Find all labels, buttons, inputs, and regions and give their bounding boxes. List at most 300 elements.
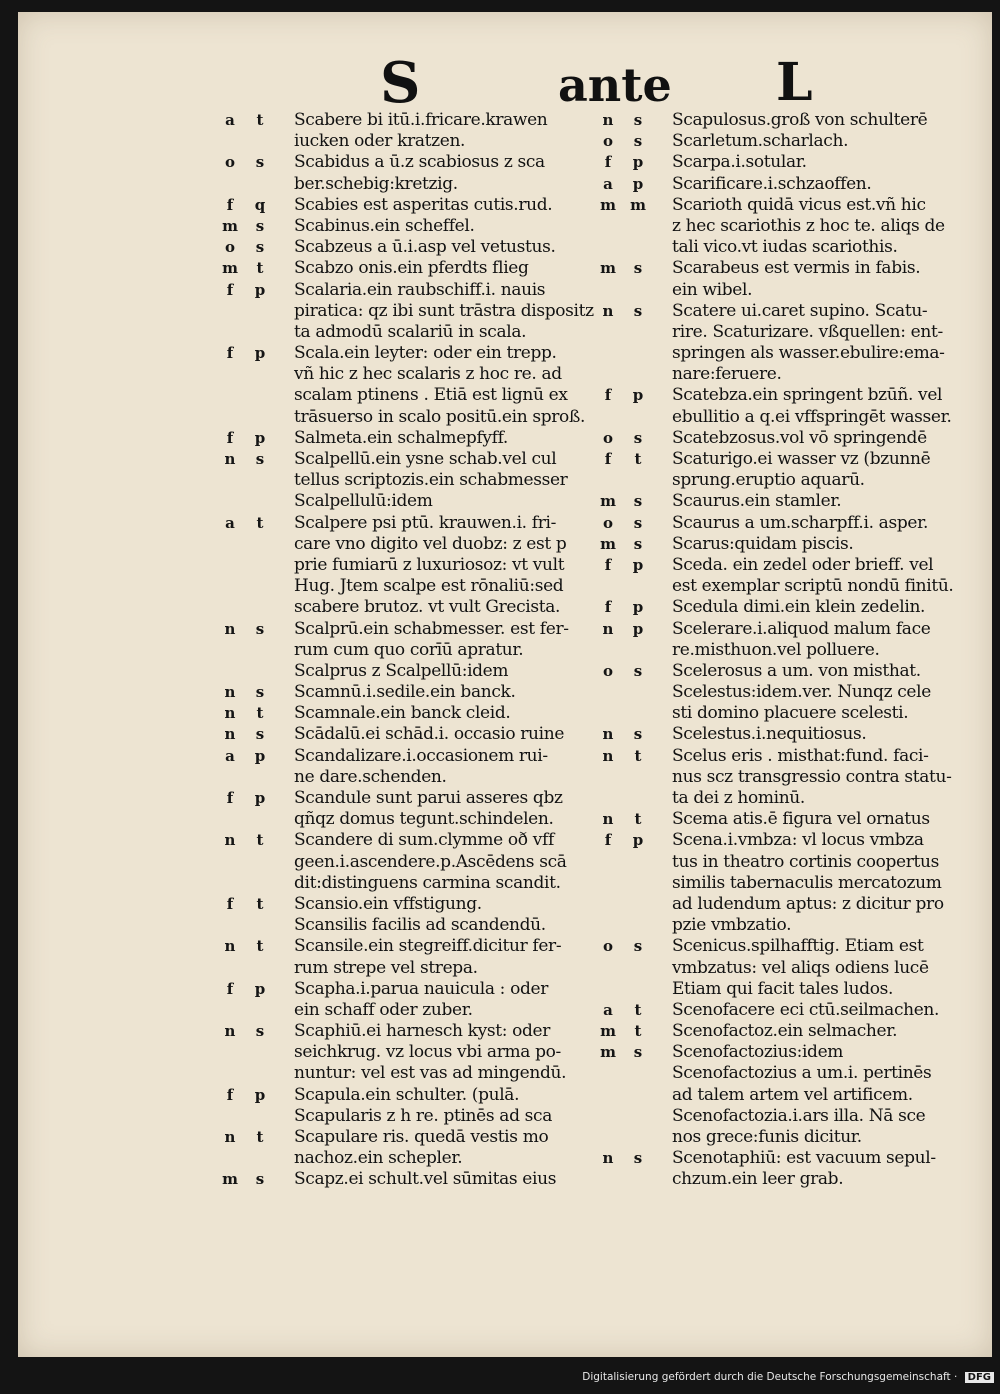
entry-line (604, 554, 993, 576)
entry-line (224, 449, 615, 470)
entry-line (225, 110, 615, 131)
entry-line (600, 194, 993, 216)
entry-line (608, 470, 993, 491)
entry-line (608, 216, 993, 237)
type-marker: s (633, 725, 643, 744)
footer-text: Digitalisierung gefördert durch die Deutsche Forschungsgemeinschaft (582, 1371, 951, 1383)
entry-text: Scansile.ein stegreiff.dicitur fer- (294, 936, 562, 957)
entry-text: Scelestus.i.nequitiosus. (672, 724, 867, 745)
entry-text: ne dare.schenden. (294, 766, 447, 787)
entry-text: Scalprus z Scalpellū:idem (294, 660, 509, 681)
entry-line (224, 1021, 615, 1042)
digitization-footer (0, 1371, 994, 1383)
gender-marker: n (224, 1022, 236, 1041)
entry-text: Scema atis.ē figura vel ornatus (672, 809, 930, 830)
entry-line (608, 407, 993, 428)
gender-marker: m (600, 1043, 616, 1062)
entry-line (222, 258, 615, 279)
gender-marker: a (603, 1000, 613, 1019)
gender-marker: m (222, 216, 238, 235)
gender-marker: f (604, 450, 612, 468)
entry-text: Scapula.ein schulter. (pulā. (294, 1084, 520, 1105)
entry-line (608, 364, 993, 385)
entry-text: Scansilis facilis ad scandendū. (294, 915, 546, 936)
type-marker: s (633, 132, 643, 151)
entry-line (602, 936, 993, 957)
gender-marker: f (226, 789, 234, 807)
entry-text: nachoz.ein schepler. (294, 1148, 463, 1169)
entry-line (226, 893, 615, 915)
entry-line (230, 322, 615, 343)
type-marker: s (255, 238, 265, 257)
entry-text: nus scz transgressio contra statu- (672, 766, 952, 787)
entry-text: Scalaria.ein raubschiff.i. nauis (294, 279, 546, 300)
type-marker: p (632, 174, 644, 193)
entry-text: Scenofacere eci ctū.seilmachen. (672, 999, 940, 1020)
gender-marker: n (602, 1149, 614, 1168)
gender-marker: n (602, 301, 614, 320)
type-marker: t (634, 746, 642, 765)
entry-line (608, 1169, 993, 1190)
gender-marker: n (602, 725, 614, 744)
gender-marker: o (602, 428, 613, 447)
entry-line (600, 533, 993, 555)
entry-line (602, 512, 993, 534)
type-marker: s (633, 534, 643, 553)
type-marker: s (633, 428, 643, 447)
entry-text: rum cum quo corīū apratur. (294, 639, 524, 660)
entry-text: Scansio.ein vffstigung. (294, 893, 482, 914)
type-marker: p (254, 979, 266, 998)
entry-line (608, 873, 993, 894)
type-marker: s (255, 216, 265, 235)
entry-line (608, 280, 993, 301)
gender-marker: f (226, 894, 234, 913)
entry-line (222, 1169, 615, 1190)
gender-marker: n (602, 619, 614, 638)
type-marker: t (256, 937, 264, 956)
gender-marker: a (225, 746, 235, 765)
entry-line (226, 1084, 615, 1106)
entry-line (225, 745, 615, 767)
entry-line (608, 1063, 993, 1084)
entry-text: Scena.i.vmbza: vl locus vmbza (672, 830, 924, 851)
gender-marker: n (224, 1128, 236, 1146)
entry-text: ad talem artem vel artificem. (672, 1084, 913, 1105)
dfg-logo: DFG (965, 1372, 994, 1383)
entry-text: similis tabernaculis mercatozum (672, 872, 942, 893)
type-marker: p (254, 280, 266, 299)
entry-line (608, 979, 993, 1000)
entry-text: Scalpellū.ein ysne schab.vel cul (294, 449, 557, 469)
gender-marker: n (602, 810, 614, 829)
type-marker: p (632, 555, 644, 574)
entry-line (230, 1063, 615, 1084)
gender-marker: f (226, 195, 234, 214)
entry-text: rum strepe vel strepa. (294, 957, 478, 978)
entry-text: Scabidus a ū.z scabiosus z sca (294, 152, 545, 173)
gender-marker: o (602, 513, 613, 532)
entry-line (602, 131, 993, 152)
entry-line (224, 1127, 615, 1148)
entry-text: Scenofactozia.i.ars illa. Nā sce (672, 1105, 926, 1126)
type-marker: p (254, 789, 266, 807)
entry-line (230, 1106, 615, 1127)
entry-text: tus in theatro cortinis coopertus (672, 851, 939, 872)
gender-marker: o (602, 661, 613, 680)
entry-text: seichkrug. vz locus vbi arma po- (294, 1042, 561, 1063)
type-marker: p (254, 746, 266, 765)
entry-line (604, 385, 993, 406)
entry-line (608, 1106, 993, 1127)
entry-line (608, 852, 993, 873)
entry-line (226, 788, 615, 809)
type-marker: s (633, 492, 643, 511)
entry-line (608, 576, 993, 597)
type-marker: t (634, 1022, 642, 1041)
entry-text: rire. Scaturizare. vßquellen: ent- (672, 321, 943, 342)
entry-text: Scabzo onis.ein pferdts flieg (294, 258, 529, 279)
gender-marker: a (603, 174, 613, 193)
entry-line (602, 1148, 993, 1169)
type-marker: t (634, 450, 642, 468)
entry-line (603, 999, 993, 1021)
entry-text: Scabere bi itū.i.fricare.krawen (294, 110, 548, 130)
entry-line (224, 830, 615, 851)
entry-text: iucken oder kratzen. (294, 131, 466, 152)
entry-line (224, 936, 615, 957)
type-marker: t (256, 704, 264, 723)
entry-line (226, 194, 615, 216)
footer-separator: · (950, 1371, 961, 1383)
entry-text: Scelerosus a um. von misthat. (672, 660, 921, 681)
entry-line (600, 491, 993, 512)
type-marker: p (254, 344, 266, 363)
entry-text: Scaurus.ein stamler. (672, 491, 842, 512)
entry-text: Scarpa.i.sotular. (672, 152, 807, 173)
running-head-signature: L (776, 52, 813, 113)
entry-line (226, 427, 615, 449)
entry-line (224, 237, 615, 258)
entry-line (230, 767, 615, 788)
entry-text: Scarletum.scharlach. (672, 131, 849, 152)
entry-text: Scamnale.ein banck cleid. (294, 703, 511, 724)
type-marker: s (255, 153, 265, 172)
entry-text: ber.schebig:kretzig. (294, 173, 458, 194)
entry-line (608, 237, 993, 258)
entry-text: re.misthuon.vel polluere. (672, 639, 880, 660)
entry-text: Scaphiū.ei harnesch kyst: oder (294, 1021, 551, 1042)
entry-text: chzum.ein leer grab. (672, 1169, 844, 1190)
entry-text: tali vico.vt iudas scariothis. (672, 237, 898, 258)
entry-line (230, 301, 615, 322)
entry-text: ad ludendum aptus: z dicitur pro (672, 893, 944, 914)
entry-text: Scaurus a um.scharpff.i. asper. (672, 512, 929, 533)
entry-text: ebullitio a q.ei vffspringēt wasser. (672, 406, 952, 427)
entry-line (604, 597, 993, 618)
type-marker: m (630, 195, 646, 214)
gender-marker: m (600, 259, 616, 278)
entry-line (602, 745, 993, 767)
entry-text: scabere brutoz. vt vult Grecista. (294, 597, 561, 618)
type-marker: s (255, 683, 265, 702)
entry-line (602, 110, 993, 131)
entry-text: Scelus eris . misthat:fund. faci- (672, 745, 929, 766)
entry-line (602, 724, 993, 745)
entry-text: Etiam qui facit tales ludos. (672, 978, 894, 999)
entry-line (608, 958, 993, 979)
gender-marker: m (600, 534, 616, 553)
entry-text: qñqz domus tegunt.schindelen. (294, 809, 554, 830)
gender-marker: f (604, 153, 612, 172)
type-marker: p (632, 619, 644, 638)
gender-marker: f (226, 1085, 234, 1104)
type-marker: s (633, 513, 643, 532)
type-marker: p (632, 831, 644, 850)
type-marker: s (633, 1043, 643, 1062)
type-marker: s (633, 937, 643, 956)
entry-line (230, 1000, 615, 1021)
entry-line (608, 640, 993, 661)
gender-marker: m (600, 195, 616, 214)
entry-line (608, 682, 993, 703)
gender-marker: m (222, 259, 238, 278)
entry-line (224, 682, 615, 703)
entry-text: Scatebzosus.vol vō springendē (672, 427, 927, 448)
book-page (18, 12, 992, 1357)
gender-marker: n (224, 704, 236, 723)
entry-line (608, 1085, 993, 1106)
entry-line (602, 809, 993, 830)
entry-text: Scelerare.i.aliquod malum face (672, 618, 931, 639)
entry-line (602, 300, 993, 322)
gender-marker: f (604, 598, 612, 617)
type-marker: s (255, 1022, 265, 1041)
type-marker: s (255, 619, 265, 638)
entry-text: Scedula dimi.ein klein zedelin. (672, 597, 926, 618)
entry-line (224, 152, 615, 173)
type-marker: p (632, 153, 644, 172)
entry-text: prie fumiarū z luxuriosoz: vt vult (294, 554, 565, 575)
entry-text: Scalprū.ein schabmesser. est fer- (294, 618, 569, 639)
left-column (222, 110, 615, 1191)
gender-marker: n (224, 683, 236, 702)
entry-line (230, 597, 615, 618)
entry-text: geen.i.ascendere.p.Ascēdens scā (294, 851, 567, 872)
entry-text: sti domino placuere scelesti. (672, 703, 909, 724)
entry-text: Scalpere psi ptū. krauwen.i. fri- (294, 512, 556, 533)
gender-marker: n (224, 619, 236, 638)
entry-line (224, 724, 615, 745)
entry-text: pzie vmbzatio. (672, 915, 792, 936)
entry-text: Scapha.i.parua nauicula : oder (294, 978, 548, 999)
entry-text: Scabinus.ein scheffel. (294, 215, 475, 236)
entry-line (604, 830, 993, 851)
entry-line (230, 385, 615, 406)
gender-marker: o (602, 132, 613, 151)
type-marker: t (256, 111, 264, 129)
entry-text: Scenofactozius a um.i. pertinēs (672, 1063, 932, 1084)
entry-text: nos grece:funis dicitur. (672, 1127, 862, 1147)
gender-marker: n (224, 725, 236, 744)
gender-marker: a (225, 513, 235, 532)
entry-text: Scenofactozius:idem (672, 1042, 844, 1063)
entry-line (230, 640, 615, 661)
entry-text: trāsuerso in scalo positū.ein sproß. (294, 406, 586, 427)
entry-text: Scabzeus a ū.i.asp vel vetustus. (294, 237, 556, 258)
type-marker: t (256, 831, 264, 850)
type-marker: t (256, 894, 264, 913)
entry-line (230, 470, 615, 491)
entry-line (230, 809, 615, 830)
type-marker: t (634, 1000, 642, 1019)
entry-text: ein wibel. (672, 279, 753, 300)
type-marker: s (255, 1170, 265, 1189)
gender-marker: o (224, 238, 235, 257)
gender-marker: n (224, 831, 236, 850)
gender-marker: n (224, 937, 236, 956)
type-marker: t (256, 259, 264, 278)
entry-line (230, 873, 615, 894)
entry-text: Scenicus.spilhafftig. Etiam est (672, 936, 924, 957)
entry-text: Scaturigo.ei wasser vz (bzunnē (672, 449, 931, 469)
entry-line (602, 427, 993, 449)
entry-line (230, 852, 615, 873)
entry-line (608, 1127, 993, 1148)
entry-text: vñ hic z hec scalaris z hoc re. ad (294, 364, 562, 385)
gender-marker: n (224, 450, 236, 468)
entry-line (224, 618, 615, 640)
entry-text: tellus scriptozis.ein schabmesser (294, 470, 568, 491)
entry-text: Salmeta.ein schalmepfyff. (294, 427, 508, 448)
entry-line (230, 364, 615, 385)
type-marker: t (256, 513, 264, 532)
type-marker: p (254, 1085, 266, 1104)
type-marker: s (633, 111, 643, 129)
entry-text: Scabies est asperitas cutis.rud. (294, 194, 553, 215)
entry-text: Scala.ein leyter: oder ein trepp. (294, 343, 557, 364)
entry-text: ta dei z hominū. (672, 788, 805, 808)
entry-line (230, 491, 615, 512)
gender-marker: f (226, 979, 234, 998)
entry-text: nuntur: vel est vas ad mingendū. (294, 1063, 567, 1084)
entry-line (604, 152, 993, 173)
entry-line (600, 258, 993, 279)
gender-marker: m (600, 1022, 616, 1041)
entry-line (230, 661, 615, 682)
gender-marker: f (226, 344, 234, 363)
entry-text: Scamnū.i.sedile.ein banck. (294, 682, 516, 703)
entry-text: Scenotaphiū: est vacuum sepul- (672, 1148, 936, 1169)
entry-line (600, 1021, 993, 1042)
entry-text: z hec scariothis z hoc te. aliqs de (672, 215, 945, 236)
gender-marker: f (226, 280, 234, 299)
entry-line (608, 767, 993, 788)
entry-text: piratica: qz ibi sunt trāstra dispositz (294, 300, 594, 321)
entry-text: Scalpellulū:idem (294, 491, 433, 512)
entry-text: Hug. Jtem scalpe est rōnaliū:sed (294, 576, 564, 597)
entry-line (226, 343, 615, 364)
entry-line (222, 215, 615, 237)
entry-text: sprung.eruptio aquarū. (672, 470, 865, 491)
entry-text: Scapz.ei schult.vel sūmitas eius (294, 1169, 557, 1190)
entry-text: Scatebza.ein springent bzūñ. vel (672, 385, 943, 406)
entry-text: Scenofactoz.ein selmacher. (672, 1021, 898, 1042)
entry-text: Scarabeus est vermis in fabis. (672, 258, 921, 279)
type-marker: t (634, 810, 642, 829)
type-marker: t (256, 1128, 264, 1146)
running-head-letter: S (380, 50, 421, 116)
type-marker: s (633, 1149, 643, 1168)
gender-marker: o (602, 937, 613, 956)
entry-line (226, 978, 615, 1000)
entry-line (608, 788, 993, 809)
entry-line (224, 703, 615, 724)
type-marker: s (255, 725, 265, 744)
type-marker: p (632, 386, 644, 405)
type-marker: s (633, 259, 643, 278)
type-marker: s (255, 450, 265, 468)
entry-text: Scādalū.ei schād.i. occasio ruine (294, 724, 565, 745)
entry-line (226, 279, 615, 301)
entry-line (608, 894, 993, 915)
entry-line (230, 407, 615, 428)
entry-text: ta admodū scalariū in scala. (294, 321, 527, 342)
entry-text: Scapulosus.groß von schulterē (672, 110, 928, 130)
entry-line (230, 534, 615, 555)
entry-text: Scapularis z h re. ptinēs ad sca (294, 1105, 552, 1126)
entry-text: Scandere di sum.clymme oð vff (294, 830, 554, 851)
entry-text: dit:distinguens carmina scandit. (294, 872, 561, 893)
entry-line (230, 174, 615, 195)
entry-text: ein schaff oder zuber. (294, 999, 473, 1020)
entry-line (604, 449, 993, 470)
type-marker: s (633, 301, 643, 320)
type-marker: s (633, 661, 643, 680)
gender-marker: m (600, 492, 616, 511)
gender-marker: o (224, 153, 235, 172)
entry-line (608, 703, 993, 724)
entry-line (230, 958, 615, 979)
type-marker: p (254, 428, 266, 447)
entry-text: Scelestus:idem.ver. Nunqz cele (672, 682, 931, 703)
entry-line (602, 618, 993, 640)
entry-text: Scatere ui.caret supino. Scatu- (672, 300, 928, 321)
type-marker: q (254, 195, 266, 214)
entry-line (603, 173, 993, 195)
gender-marker: n (602, 111, 614, 129)
gender-marker: n (602, 746, 614, 765)
entry-line (230, 1042, 615, 1063)
gender-marker: f (226, 428, 234, 447)
gender-marker: a (225, 111, 235, 129)
entry-line (602, 660, 993, 682)
entry-text: est exemplar scriptū nondū finitū. (672, 576, 954, 597)
running-head-word: ante (558, 58, 672, 112)
entry-text: Scapulare ris. quedā vestis mo (294, 1127, 549, 1147)
entry-line (230, 1148, 615, 1169)
entry-text: Scarificare.i.schzaoffen. (672, 173, 872, 194)
gender-marker: f (604, 386, 612, 405)
entry-text: Scandalizare.i.occasionem rui- (294, 745, 548, 766)
entry-text: care vno digito vel duobz: z est p (294, 533, 567, 554)
gender-marker: m (222, 1170, 238, 1189)
entry-text: springen als wasser.ebulire:ema- (672, 343, 945, 364)
entry-line (230, 915, 615, 936)
right-column (600, 110, 993, 1191)
entry-line (225, 512, 615, 534)
entry-line (608, 322, 993, 343)
